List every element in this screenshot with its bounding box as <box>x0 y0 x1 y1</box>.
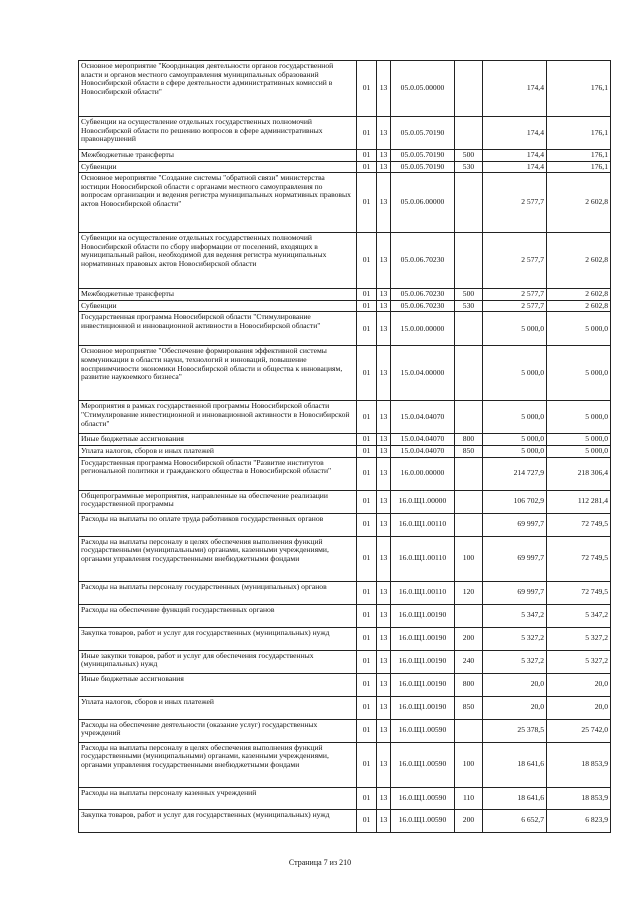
row-amount-year2: 6 823,9 <box>547 809 611 832</box>
row-amount-year2: 18 853,9 <box>547 742 611 787</box>
row-expense-type: 850 <box>455 696 483 719</box>
table-row <box>79 719 611 742</box>
row-target-article: 16.0.Щ1.00000 <box>391 490 455 513</box>
row-amount-year1: 20,0 <box>483 696 547 719</box>
table-row <box>79 117 611 150</box>
row-subsection: 13 <box>377 117 391 150</box>
row-expense-type: 800 <box>455 434 483 446</box>
row-amount-year1: 5 000,0 <box>483 312 547 346</box>
row-subsection: 13 <box>377 457 391 490</box>
table-row <box>79 161 611 173</box>
row-target-article: 05.0.06.00000 <box>391 173 455 233</box>
row-expense-type <box>455 513 483 536</box>
table-row <box>79 434 611 446</box>
row-section: 01 <box>357 150 377 162</box>
row-section: 01 <box>357 536 377 581</box>
row-section: 01 <box>357 61 377 117</box>
row-target-article: 16.0.Щ1.00190 <box>391 650 455 673</box>
row-amount-year2: 112 281,4 <box>547 490 611 513</box>
row-amount-year2: 5 000,0 <box>547 401 611 434</box>
row-subsection: 13 <box>377 604 391 627</box>
row-amount-year1: 2 577,7 <box>483 233 547 289</box>
row-amount-year2: 176,1 <box>547 150 611 162</box>
row-subsection: 13 <box>377 401 391 434</box>
table-row <box>79 457 611 490</box>
row-amount-year1: 2 577,7 <box>483 300 547 312</box>
row-section: 01 <box>357 650 377 673</box>
row-expense-type: 530 <box>455 161 483 173</box>
row-target-article: 15.0.04.04070 <box>391 401 455 434</box>
table-row <box>79 742 611 787</box>
row-name: Расходы на выплаты персоналу в целях обеспечения выполнения функций государственными (муниципальными) органами, казенными учреждениями, органами управления государственными внебюджетными фондами <box>79 536 357 581</box>
row-section: 01 <box>357 627 377 650</box>
row-amount-year2: 2 602,8 <box>547 289 611 301</box>
row-subsection: 13 <box>377 173 391 233</box>
row-expense-type <box>455 490 483 513</box>
row-amount-year2: 5 347,2 <box>547 604 611 627</box>
table-row <box>79 61 611 117</box>
row-amount-year2: 5 000,0 <box>547 445 611 457</box>
row-name: Расходы на выплаты персоналу в целях обеспечения выполнения функций государственными (муниципальными) органами, казенными учреждениями, органами управления государственными внебюджетными фондами <box>79 742 357 787</box>
row-amount-year1: 5 000,0 <box>483 346 547 401</box>
row-expense-type: 500 <box>455 289 483 301</box>
row-subsection: 13 <box>377 150 391 162</box>
row-amount-year1: 2 577,7 <box>483 289 547 301</box>
row-section: 01 <box>357 401 377 434</box>
row-section: 01 <box>357 696 377 719</box>
row-target-article: 16.0.00.00000 <box>391 457 455 490</box>
row-expense-type: 110 <box>455 787 483 809</box>
row-expense-type <box>455 312 483 346</box>
table-row <box>79 604 611 627</box>
row-target-article: 15.0.04.04070 <box>391 434 455 446</box>
row-amount-year1: 69 997,7 <box>483 513 547 536</box>
row-amount-year2: 5 000,0 <box>547 312 611 346</box>
row-subsection: 13 <box>377 719 391 742</box>
row-name: Расходы на обеспечение функций государственных органов <box>79 604 357 627</box>
row-target-article: 05.0.05.70190 <box>391 117 455 150</box>
row-name: Закупка товаров, работ и услуг для государственных (муниципальных) нужд <box>79 627 357 650</box>
row-subsection: 13 <box>377 233 391 289</box>
row-amount-year1: 20,0 <box>483 673 547 696</box>
row-target-article: 05.0.05.00000 <box>391 61 455 117</box>
row-expense-type: 200 <box>455 627 483 650</box>
table-row <box>79 650 611 673</box>
row-expense-type <box>455 401 483 434</box>
row-expense-type <box>455 604 483 627</box>
row-amount-year1: 106 702,9 <box>483 490 547 513</box>
row-amount-year2: 72 749,5 <box>547 581 611 604</box>
row-section: 01 <box>357 490 377 513</box>
page-footer: Страница 7 из 210 <box>288 858 352 867</box>
row-section: 01 <box>357 604 377 627</box>
row-amount-year1: 5 000,0 <box>483 434 547 446</box>
row-section: 01 <box>357 289 377 301</box>
row-section: 01 <box>357 457 377 490</box>
row-section: 01 <box>357 434 377 446</box>
row-expense-type: 800 <box>455 673 483 696</box>
row-name: Закупка товаров, работ и услуг для государственных (муниципальных) нужд <box>79 809 357 832</box>
row-section: 01 <box>357 581 377 604</box>
row-amount-year1: 5 000,0 <box>483 445 547 457</box>
row-subsection: 13 <box>377 627 391 650</box>
row-amount-year2: 25 742,0 <box>547 719 611 742</box>
row-target-article: 16.0.Щ1.00190 <box>391 604 455 627</box>
row-amount-year1: 5 327,2 <box>483 650 547 673</box>
row-target-article: 05.0.06.70230 <box>391 300 455 312</box>
row-expense-type: 120 <box>455 581 483 604</box>
row-section: 01 <box>357 513 377 536</box>
row-subsection: 13 <box>377 787 391 809</box>
table-row <box>79 536 611 581</box>
row-expense-type: 200 <box>455 809 483 832</box>
row-name: Иные бюджетные ассигнования <box>79 673 357 696</box>
table-row <box>79 490 611 513</box>
row-subsection: 13 <box>377 161 391 173</box>
row-name: Общепрограммные мероприятия, направленные на обеспечение реализации государственной программы <box>79 490 357 513</box>
row-section: 01 <box>357 719 377 742</box>
row-name: Иные бюджетные ассигнования <box>79 434 357 446</box>
row-expense-type: 850 <box>455 445 483 457</box>
row-amount-year1: 18 641,6 <box>483 742 547 787</box>
row-target-article: 05.0.05.70190 <box>391 150 455 162</box>
row-expense-type: 100 <box>455 536 483 581</box>
row-name: Субвенции <box>79 300 357 312</box>
row-name: Расходы на выплаты по оплате труда работников государственных органов <box>79 513 357 536</box>
table-row <box>79 696 611 719</box>
table-row <box>79 300 611 312</box>
row-name: Уплата налогов, сборов и иных платежей <box>79 696 357 719</box>
row-name: Межбюджетные трансферты <box>79 150 357 162</box>
row-amount-year2: 218 306,4 <box>547 457 611 490</box>
row-section: 01 <box>357 161 377 173</box>
row-amount-year2: 176,1 <box>547 61 611 117</box>
row-section: 01 <box>357 742 377 787</box>
row-section: 01 <box>357 233 377 289</box>
row-amount-year1: 69 997,7 <box>483 581 547 604</box>
row-name: Расходы на обеспечение деятельности (оказание услуг) государственных учреждений <box>79 719 357 742</box>
row-name: Мероприятия в рамках государственной программы Новосибирской области "Стимулирование инвестиционной и инновационной активности в Новосибирской области" <box>79 401 357 434</box>
row-target-article: 16.0.Щ1.00590 <box>391 809 455 832</box>
row-expense-type: 500 <box>455 150 483 162</box>
row-name: Субвенции на осуществление отдельных государственных полномочий Новосибирской области по сбору информации от поселений, входящих в муниципальный район, необходимой для ведения регистра муниципальных нормативных правовых актов Новосибирской области <box>79 233 357 289</box>
row-target-article: 16.0.Щ1.00190 <box>391 627 455 650</box>
row-amount-year1: 25 378,5 <box>483 719 547 742</box>
row-subsection: 13 <box>377 445 391 457</box>
row-section: 01 <box>357 346 377 401</box>
row-target-article: 16.0.Щ1.00110 <box>391 581 455 604</box>
row-name: Расходы на выплаты персоналу государственных (муниципальных) органов <box>79 581 357 604</box>
row-amount-year2: 176,1 <box>547 161 611 173</box>
table-row <box>79 346 611 401</box>
table-row <box>79 627 611 650</box>
row-expense-type <box>455 233 483 289</box>
row-amount-year1: 174,4 <box>483 117 547 150</box>
row-name: Основное мероприятие "Создание системы "обратной связи" министерства юстиции Новосибирской области с органами местного самоуправления по вопросам организации и ведения регистра муниципальных нормативных правовых актов Новосибирской области" <box>79 173 357 233</box>
row-amount-year2: 72 749,5 <box>547 513 611 536</box>
row-target-article: 16.0.Щ1.00590 <box>391 742 455 787</box>
row-amount-year1: 174,4 <box>483 150 547 162</box>
row-subsection: 13 <box>377 696 391 719</box>
row-name: Основное мероприятие "Обеспечение формирования эффективной системы коммуникации в области науки, технологий и инноваций, повышение восприимчивости экономики Новосибирской области и общества к инновациям, развитие наукоемкого бизнеса" <box>79 346 357 401</box>
row-amount-year1: 174,4 <box>483 161 547 173</box>
row-amount-year2: 2 602,8 <box>547 300 611 312</box>
table-row <box>79 312 611 346</box>
row-subsection: 13 <box>377 650 391 673</box>
row-section: 01 <box>357 809 377 832</box>
row-subsection: 13 <box>377 300 391 312</box>
row-amount-year2: 5 327,2 <box>547 627 611 650</box>
row-expense-type <box>455 117 483 150</box>
row-amount-year2: 2 602,8 <box>547 233 611 289</box>
table-row <box>79 289 611 301</box>
row-subsection: 13 <box>377 742 391 787</box>
row-name: Субвенции <box>79 161 357 173</box>
row-expense-type <box>455 173 483 233</box>
row-subsection: 13 <box>377 809 391 832</box>
row-amount-year1: 5 327,2 <box>483 627 547 650</box>
row-section: 01 <box>357 787 377 809</box>
row-target-article: 15.0.00.00000 <box>391 312 455 346</box>
table-row <box>79 787 611 809</box>
row-subsection: 13 <box>377 536 391 581</box>
budget-table <box>78 60 611 833</box>
table-row <box>79 445 611 457</box>
row-section: 01 <box>357 312 377 346</box>
row-expense-type <box>455 346 483 401</box>
row-name: Расходы на выплаты персоналу казенных учреждений <box>79 787 357 809</box>
row-target-article: 16.0.Щ1.00590 <box>391 787 455 809</box>
row-amount-year2: 5 327,2 <box>547 650 611 673</box>
row-expense-type <box>455 61 483 117</box>
row-target-article: 15.0.04.04070 <box>391 445 455 457</box>
row-target-article: 16.0.Щ1.00190 <box>391 673 455 696</box>
row-target-article: 05.0.05.70190 <box>391 161 455 173</box>
row-target-article: 16.0.Щ1.00590 <box>391 719 455 742</box>
row-name: Уплата налогов, сборов и иных платежей <box>79 445 357 457</box>
row-target-article: 15.0.04.00000 <box>391 346 455 401</box>
row-amount-year1: 5 347,2 <box>483 604 547 627</box>
row-section: 01 <box>357 445 377 457</box>
table-row <box>79 233 611 289</box>
row-expense-type: 530 <box>455 300 483 312</box>
row-amount-year2: 20,0 <box>547 673 611 696</box>
row-amount-year2: 2 602,8 <box>547 173 611 233</box>
row-subsection: 13 <box>377 61 391 117</box>
row-amount-year1: 5 000,0 <box>483 401 547 434</box>
row-name: Государственная программа Новосибирской области "Стимулирование инвестиционной и инновационной активности в Новосибирской области" <box>79 312 357 346</box>
row-subsection: 13 <box>377 312 391 346</box>
table-row <box>79 150 611 162</box>
row-subsection: 13 <box>377 346 391 401</box>
row-amount-year2: 176,1 <box>547 117 611 150</box>
row-section: 01 <box>357 673 377 696</box>
row-amount-year2: 20,0 <box>547 696 611 719</box>
row-target-article: 05.0.06.70230 <box>391 233 455 289</box>
row-name: Субвенции на осуществление отдельных государственных полномочий Новосибирской области по решению вопросов в сфере административных правонарушений <box>79 117 357 150</box>
row-target-article: 16.0.Щ1.00190 <box>391 696 455 719</box>
table-row <box>79 673 611 696</box>
row-section: 01 <box>357 117 377 150</box>
row-target-article: 16.0.Щ1.00110 <box>391 513 455 536</box>
row-amount-year1: 6 652,7 <box>483 809 547 832</box>
row-target-article: 05.0.06.70230 <box>391 289 455 301</box>
row-subsection: 13 <box>377 289 391 301</box>
row-subsection: 13 <box>377 490 391 513</box>
table-row <box>79 581 611 604</box>
row-amount-year1: 174,4 <box>483 61 547 117</box>
row-amount-year1: 2 577,7 <box>483 173 547 233</box>
row-name: Государственная программа Новосибирской области "Развитие институтов региональной политики и гражданского общества в Новосибирской области" <box>79 457 357 490</box>
row-amount-year1: 18 641,6 <box>483 787 547 809</box>
row-name: Основное мероприятие "Координация деятельности органов государственной власти и органов местного самоуправления муниципальных образований Новосибирской области в сфере деятельности административных комиссий в Новосибирской области" <box>79 61 357 117</box>
row-subsection: 13 <box>377 581 391 604</box>
row-amount-year2: 5 000,0 <box>547 346 611 401</box>
table-row <box>79 401 611 434</box>
row-name: Иные закупки товаров, работ и услуг для обеспечения государственных (муниципальных) нужд <box>79 650 357 673</box>
row-subsection: 13 <box>377 434 391 446</box>
row-expense-type: 240 <box>455 650 483 673</box>
row-amount-year2: 5 000,0 <box>547 434 611 446</box>
table-row <box>79 809 611 832</box>
table-row <box>79 173 611 233</box>
row-expense-type <box>455 457 483 490</box>
row-subsection: 13 <box>377 513 391 536</box>
row-section: 01 <box>357 300 377 312</box>
row-expense-type <box>455 719 483 742</box>
table-row <box>79 513 611 536</box>
row-name: Межбюджетные трансферты <box>79 289 357 301</box>
row-subsection: 13 <box>377 673 391 696</box>
row-target-article: 16.0.Щ1.00110 <box>391 536 455 581</box>
row-amount-year1: 214 727,9 <box>483 457 547 490</box>
row-amount-year1: 69 997,7 <box>483 536 547 581</box>
row-expense-type: 100 <box>455 742 483 787</box>
row-section: 01 <box>357 173 377 233</box>
row-amount-year2: 18 853,9 <box>547 787 611 809</box>
row-amount-year2: 72 749,5 <box>547 536 611 581</box>
